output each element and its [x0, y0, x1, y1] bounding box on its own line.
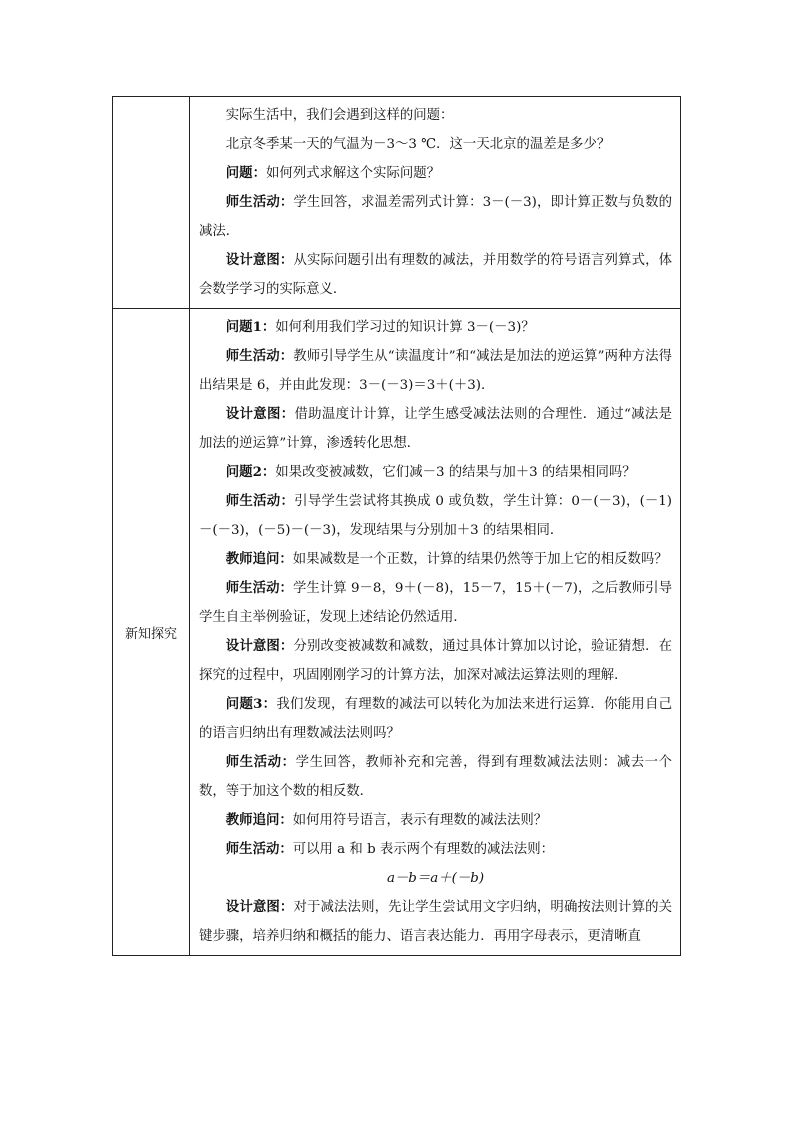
paragraph: 设计意图：从实际问题引出有理数的减法，并用数学的符号语言列算式，体会数学学习的实际意义．	[199, 252, 673, 297]
paragraph: 设计意图：对于减法法则，先让学生尝试用文字归纳，明确按法则计算的关键步骤，培养归纳和概括的能力、语言表达能力．再用字母表示，更清晰直	[199, 899, 673, 944]
paragraph: 师生活动：学生回答，教师补充和完善，得到有理数减法法则：减去一个数，等于加这个数的相反数．	[199, 754, 673, 799]
paragraph: 实际生活中，我们会遇到这样的问题：	[225, 108, 454, 123]
paragraph: 教师追问：如果减数是一个正数，计算的结果仍然等于加上它的相反数吗？	[225, 551, 668, 567]
paragraph: 教师追问：如何用符号语言，表示有理数的减法法则？	[225, 812, 548, 828]
paragraph: 师生活动：可以用 a 和 b 表示两个有理数的减法法则：	[225, 841, 554, 857]
paragraph: 设计意图：分别改变被减数和减数，通过具体计算加以讨论，验证猜想．在探究的过程中，巩固刚刚学习的计算方法，加深对减法运算法则的理解．	[199, 638, 673, 683]
table-row	[113, 97, 681, 309]
row-label-new-knowledge: 新知探究	[113, 309, 190, 956]
paragraph: 问题2：如果改变被减数，它们减－3 的结果与加＋3 的结果相同吗？	[225, 464, 636, 480]
paragraph: 师生活动：学生回答，求温差需列式计算：3－(－3)，即计算正数与负数的减法．	[199, 194, 672, 239]
paragraph: 设计意图：借助温度计计算，让学生感受减法法则的合理性．通过“减法是加法的逆运算”计算，渗透转化思想．	[199, 406, 673, 451]
subtraction-rule-formula: a－b＝a＋(－b)	[386, 871, 485, 886]
lesson-plan-table	[112, 96, 681, 956]
row-content-intro	[190, 97, 681, 309]
paragraph: 问题1：如何利用我们学习过的知识计算 3－(－3)？	[225, 319, 535, 335]
paragraph: 问题：如何列式求解这个实际问题？	[225, 165, 441, 181]
paragraph: 师生活动：学生计算 9－8，9＋(－8)，15－7，15＋(－7)，之后教师引导学生自主举例验证，发现上述结论仍然适用．	[199, 580, 672, 625]
row-content-exploration	[190, 309, 681, 956]
paragraph: 北京冬季某一天的气温为－3～3 ℃．这一天北京的温差是多少？	[225, 137, 611, 152]
row-label-empty	[113, 97, 190, 309]
table-row	[113, 309, 681, 956]
paragraph: 师生活动：引导学生尝试将其换成 0 或负数，学生计算：0－(－3)，(－1)－(－3)，(－5)－(－3)，发现结果与分别加＋3 的结果相同．	[199, 493, 672, 538]
paragraph: 师生活动：教师引导学生从“读温度计”和“减法是加法的逆运算”两种方法得出结果是 6，并由此发现：3－(－3)＝3＋(＋3)．	[199, 348, 672, 393]
paragraph: 问题3：我们发现，有理数的减法可以转化为加法来进行运算．你能用自己的语言归纳出有理数减法法则吗？	[199, 696, 672, 741]
